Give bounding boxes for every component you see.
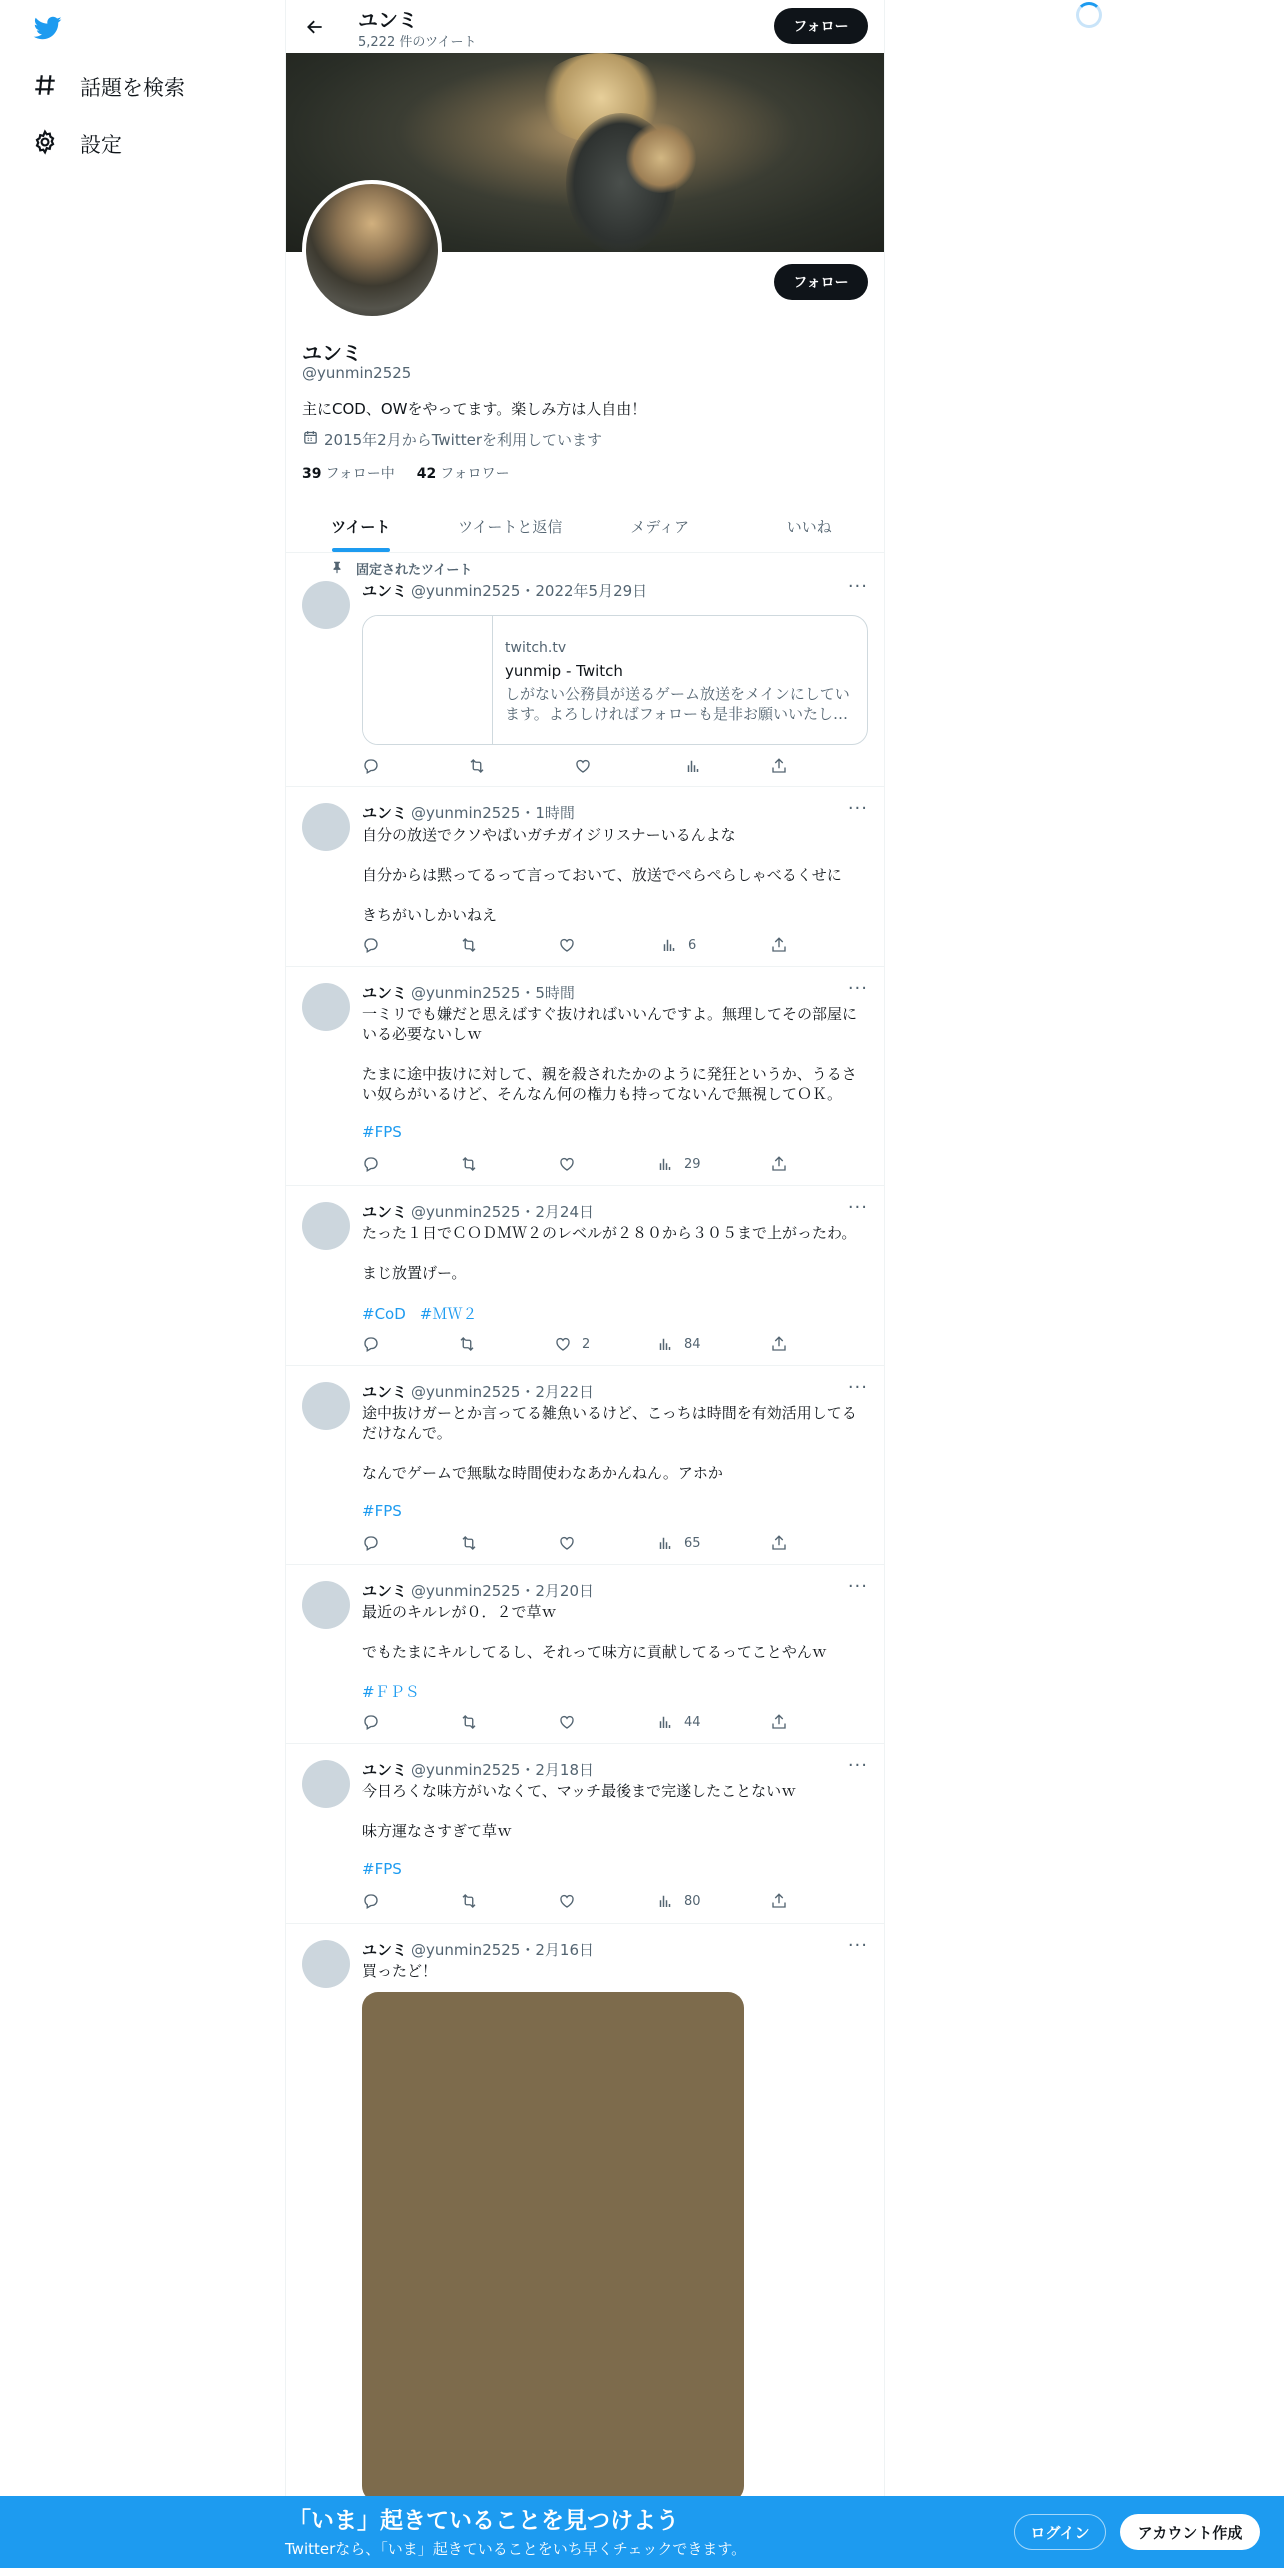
more-icon[interactable]: ··· bbox=[847, 1197, 868, 1218]
link-card-domain: twitch.tv bbox=[505, 640, 567, 656]
signup-prompt-title: 「いま」起きていることを見つけよう bbox=[288, 2508, 679, 2534]
tweet-actions bbox=[362, 757, 792, 777]
tweet-actions bbox=[362, 1335, 792, 1355]
tweet[interactable] bbox=[286, 1744, 884, 1924]
header-name: ユンミ bbox=[358, 8, 418, 32]
link-card-title: yunmip - Twitch bbox=[505, 662, 623, 680]
link-card-description: しがない公務員が送るゲーム放送をメインにしています。よろしければフォローも是非お願いいたし… bbox=[505, 685, 850, 723]
tweet-header: ユンミ @yunmin2525・5時間 bbox=[362, 984, 575, 1002]
signup-prompt-bar bbox=[0, 2496, 1284, 2568]
nav-item-label: 話題を検索 bbox=[80, 76, 185, 100]
link-card[interactable] bbox=[362, 615, 868, 745]
tweet-photo[interactable] bbox=[362, 1992, 744, 2502]
tab-tweets[interactable]: ツイート bbox=[286, 500, 436, 552]
more-icon[interactable]: ··· bbox=[847, 798, 868, 819]
header-tweet-count: 5,222 件のツイート bbox=[358, 35, 477, 50]
tweet-text: 買ったど！ bbox=[362, 1962, 438, 1980]
tweet-text: 一ミリでも嫌だと思えばすぐ抜ければいいんですよ。無理してその部屋にいる必要ないしｗ たまに途中抜けに対して、親を殺されたかのように発狂というか、うるさい奴らがいるけど、そんなん何の権力も持ってないんで無視してＯＫ。 bbox=[362, 1005, 858, 1103]
more-icon[interactable]: ··· bbox=[847, 576, 868, 597]
tweet-hashtags bbox=[362, 1681, 434, 1702]
tweet[interactable] bbox=[286, 1565, 884, 1744]
tweet-text: 途中抜けガーとか言ってる雑魚いるけど、こっちは時間を有効活用してるだけなんで。 なんでゲームで無駄な時間使わなあかんねん。アホか bbox=[362, 1404, 857, 1482]
follow-button[interactable]: フォロー bbox=[774, 264, 868, 300]
tweet-actions bbox=[362, 1155, 792, 1175]
follow-button-top[interactable]: フォロー bbox=[774, 8, 868, 44]
profile-tabs bbox=[286, 500, 884, 553]
retweet-icon[interactable] bbox=[460, 1155, 478, 1173]
tweet-header: ユンミ @yunmin2525・1時間 bbox=[362, 804, 575, 822]
reply-icon[interactable] bbox=[362, 936, 380, 954]
like-icon[interactable] bbox=[574, 757, 592, 775]
tab-likes[interactable]: いいね bbox=[786, 517, 832, 536]
reply-icon[interactable] bbox=[362, 1892, 380, 1910]
reply-icon[interactable] bbox=[362, 1534, 380, 1552]
tweet-pinned[interactable] bbox=[286, 553, 884, 787]
tweet-actions bbox=[362, 1534, 792, 1554]
share-icon[interactable] bbox=[770, 1335, 788, 1353]
retweet-icon[interactable] bbox=[460, 1713, 478, 1731]
tweet-avatar[interactable] bbox=[302, 581, 350, 629]
tweet-text: 最近のキルレが０．２で草ｗ でもたまにキルしてるし、それって味方に貢献してるってことやんｗ bbox=[362, 1603, 827, 1661]
tweet-actions bbox=[362, 1892, 792, 1912]
profile-bio: 主にCOD、OWをやってます。楽しみ方は人自由！ bbox=[302, 400, 647, 418]
views-count: 6 bbox=[688, 937, 697, 953]
hashtag-link[interactable]: #FPS bbox=[362, 1860, 402, 1878]
tweet-text: 今日ろくな味方がいなくて、マッチ最後まで完遂したことないｗ 味方運なさすぎて草ｗ bbox=[362, 1782, 797, 1840]
hashtag-link[interactable]: #ＭＷ２ bbox=[419, 1305, 478, 1323]
tweet-header: ユンミ @yunmin2525・2月18日 bbox=[362, 1761, 594, 1779]
views-count: 84 bbox=[684, 1336, 701, 1352]
like-icon[interactable] bbox=[554, 1335, 590, 1353]
reply-icon[interactable] bbox=[362, 1713, 380, 1731]
retweet-icon[interactable] bbox=[460, 936, 478, 954]
tweet-avatar[interactable] bbox=[302, 803, 350, 851]
nav-item-label: 設定 bbox=[80, 133, 122, 157]
pin-icon bbox=[330, 560, 356, 578]
profile-handle: @yunmin2525 bbox=[302, 364, 412, 382]
tweet-avatar[interactable] bbox=[302, 1382, 350, 1430]
profile-joined bbox=[302, 429, 602, 450]
hashtag-link[interactable]: #FPS bbox=[362, 1123, 402, 1141]
reply-icon[interactable] bbox=[362, 1155, 380, 1173]
reply-icon[interactable] bbox=[362, 1335, 380, 1353]
tweet-hashtags bbox=[362, 1123, 416, 1141]
following-link[interactable]: 39 フォロー中 bbox=[302, 466, 395, 482]
tweet-hashtags bbox=[362, 1502, 416, 1520]
views-icon[interactable] bbox=[656, 1335, 701, 1353]
more-icon[interactable]: ··· bbox=[847, 1935, 868, 1956]
followers-link[interactable]: 42 フォロワー bbox=[416, 466, 510, 482]
more-icon[interactable]: ··· bbox=[847, 978, 868, 999]
back-arrow-icon[interactable] bbox=[300, 12, 330, 42]
more-icon[interactable]: ··· bbox=[847, 1576, 868, 1597]
nav-item-explore[interactable] bbox=[32, 67, 185, 107]
views-icon[interactable] bbox=[656, 1713, 701, 1731]
tweet-avatar[interactable] bbox=[302, 1202, 350, 1250]
views-icon[interactable] bbox=[656, 1155, 701, 1173]
tweet-header: ユンミ @yunmin2525・2月20日 bbox=[362, 1582, 594, 1600]
twitter-logo-icon[interactable] bbox=[32, 14, 64, 42]
retweet-icon[interactable] bbox=[458, 1335, 476, 1353]
tweet-avatar[interactable] bbox=[302, 1581, 350, 1629]
tweet-header: ユンミ @yunmin2525・2022年5月29日 bbox=[362, 582, 648, 600]
reply-icon[interactable] bbox=[362, 757, 380, 775]
tweet-actions bbox=[362, 936, 792, 956]
views-icon[interactable] bbox=[660, 936, 696, 954]
tab-media[interactable]: メディア bbox=[630, 517, 690, 536]
like-icon[interactable] bbox=[558, 1713, 576, 1731]
link-card-thumbnail bbox=[363, 616, 493, 744]
hashtag-link[interactable]: #CoD bbox=[362, 1305, 406, 1323]
like-icon[interactable] bbox=[558, 1892, 576, 1910]
views-count: 80 bbox=[684, 1893, 701, 1909]
tweet[interactable] bbox=[286, 967, 884, 1186]
profile-column bbox=[285, 0, 885, 2568]
views-count: 44 bbox=[684, 1714, 701, 1730]
tweet-avatar[interactable] bbox=[302, 983, 350, 1031]
tweet-avatar[interactable] bbox=[302, 1940, 350, 1988]
share-icon[interactable] bbox=[770, 1534, 788, 1552]
retweet-icon[interactable] bbox=[468, 757, 486, 775]
gear-icon bbox=[32, 129, 58, 159]
tweet-hashtags bbox=[362, 1303, 491, 1324]
tweet-text: たった１日でＣＯＤＭＷ２のレベルが２８０から３０５まで上がったわ。 まじ放置げー。 bbox=[362, 1224, 857, 1282]
like-icon[interactable] bbox=[558, 936, 576, 954]
like-icon[interactable] bbox=[558, 1534, 576, 1552]
login-button[interactable]: ログイン bbox=[1014, 2514, 1106, 2550]
tweet-actions bbox=[362, 1713, 792, 1733]
tweet[interactable] bbox=[286, 1366, 884, 1565]
loading-spinner-icon bbox=[1076, 2, 1102, 28]
signup-button[interactable]: アカウント作成 bbox=[1120, 2514, 1260, 2550]
share-icon[interactable] bbox=[770, 1155, 788, 1173]
tweet[interactable] bbox=[286, 1924, 884, 2568]
share-icon[interactable] bbox=[770, 757, 788, 775]
tab-tweets-and-replies[interactable]: ツイートと返信 bbox=[458, 517, 563, 536]
retweet-icon[interactable] bbox=[460, 1534, 478, 1552]
signup-prompt-subtitle: Twitterなら、「いま」起きていることをいち早くチェックできます。 bbox=[285, 2540, 747, 2558]
nav-item-settings[interactable] bbox=[32, 124, 122, 164]
tweet[interactable] bbox=[286, 787, 884, 967]
views-count: 29 bbox=[684, 1156, 701, 1172]
views-icon[interactable] bbox=[684, 757, 702, 775]
share-icon[interactable] bbox=[770, 936, 788, 954]
tweet-avatar[interactable] bbox=[302, 1760, 350, 1808]
calendar-icon bbox=[302, 429, 324, 450]
likes-count: 2 bbox=[582, 1336, 591, 1352]
pinned-label: 固定されたツイート bbox=[330, 559, 472, 578]
hashtag-link[interactable]: #ＦＰＳ bbox=[362, 1683, 420, 1701]
tweet-text: 自分の放送でクソやばいガチガイジリスナーいるんよな 自分からは黙ってるって言っておいて、放送でぺらぺらしゃべるくせに きちがいしかいねえ bbox=[362, 826, 842, 924]
share-icon[interactable] bbox=[770, 1713, 788, 1731]
joined-date: 2015年2月からTwitterを利用しています bbox=[324, 431, 602, 449]
profile-header-bar bbox=[286, 0, 884, 53]
tweet-header: ユンミ @yunmin2525・2月22日 bbox=[362, 1383, 594, 1401]
tweet-hashtags bbox=[362, 1860, 416, 1878]
tweet-header: ユンミ @yunmin2525・2月24日 bbox=[362, 1203, 594, 1221]
more-icon[interactable]: ··· bbox=[847, 1755, 868, 1776]
profile-avatar[interactable] bbox=[302, 180, 442, 320]
tweet[interactable] bbox=[286, 1186, 884, 1366]
profile-name: ユンミ bbox=[302, 341, 362, 365]
share-icon[interactable] bbox=[770, 1892, 788, 1910]
like-icon[interactable] bbox=[558, 1155, 576, 1173]
more-icon[interactable]: ··· bbox=[847, 1377, 868, 1398]
views-icon[interactable] bbox=[656, 1892, 701, 1910]
profile-stats bbox=[302, 463, 510, 483]
hashtag-icon bbox=[32, 72, 58, 102]
retweet-icon[interactable] bbox=[460, 1892, 478, 1910]
tweet-header: ユンミ @yunmin2525・2月16日 bbox=[362, 1941, 594, 1959]
hashtag-link[interactable]: #FPS bbox=[362, 1502, 402, 1520]
views-icon[interactable] bbox=[656, 1534, 701, 1552]
views-count: 65 bbox=[684, 1535, 701, 1551]
